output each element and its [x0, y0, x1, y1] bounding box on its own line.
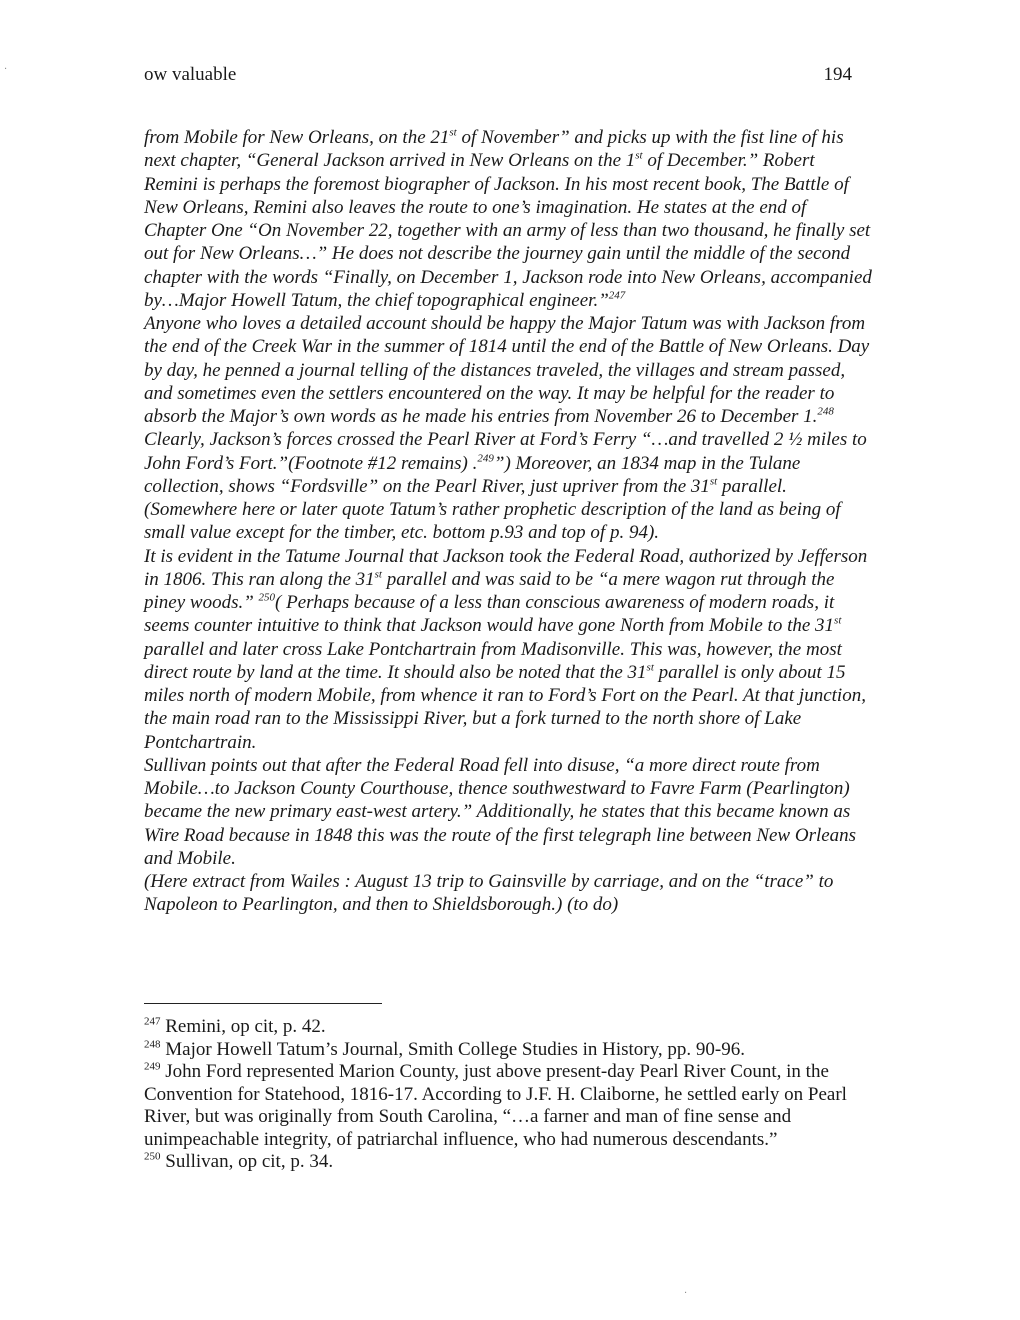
text-run: parallel is only about 15 miles north of modern Mobile, from whence it ran to Ford’s Fort on the Pearl. At that junction, the main road ran to the Mississippi River, but a fork turned to the north shore of Lake Pontchartrain.: [144, 661, 866, 753]
footnote: [144, 1151, 872, 1174]
text-run: ”) Moreover, an 1834 map in the Tulane collection, shows “Fordsville” on the Pearl River, just upriver from the 31: [144, 452, 801, 497]
paragraph: [144, 870, 872, 917]
superscript: st: [374, 568, 382, 581]
text-run: of December.” Robert Remini is perhaps the foremost biographer of Jackson. In his most recent book, The Battle of New Orleans, Remini also leaves the route to one’s imagination. He states at the end of Chapter One “On November 22, together with an army of less than two thousand, he finally set out for New Orleans…” He does not describe the journey gain until the middle of the second chapter with the words “Finally, on December 1, Jackson rode into New Orleans, accompanied by…Major Howell Tatum, the chief topographical engineer.”: [144, 150, 872, 311]
footnotes: [144, 1016, 872, 1174]
text-run: from Mobile for New Orleans, on the 21: [144, 127, 450, 148]
footnote-number: 247: [144, 1015, 161, 1028]
running-header: [144, 62, 852, 88]
footnote-number: 250: [144, 1150, 161, 1163]
superscript: 249: [477, 452, 494, 465]
superscript: st: [449, 126, 457, 139]
page-number: 194: [823, 64, 852, 85]
text-run: Sullivan points out that after the Federal Road fell into disuse, “a more direct route from Mobile…to Jackson County Courthouse, thence southwestward to Favre Farm (Pearlington) became the new primary east-west artery.” Additionally, he states that this became known as Wire Road because in 1848 this was the route of the first telegraph line between New Orleans and Mobile.: [144, 754, 857, 869]
paragraph: [144, 126, 872, 312]
running-title: ow valuable: [144, 64, 237, 85]
footnote: [144, 1061, 872, 1151]
footnote-separator: [144, 1003, 382, 1004]
text-run: parallel and later cross Lake Pontchartrain from Madisonville. This was, however, the most direct route by land at the time. It should also be noted that the 31: [144, 638, 842, 683]
superscript: st: [635, 149, 643, 162]
paragraph: [144, 312, 872, 428]
paragraph: [144, 428, 872, 498]
text-run: parallel.: [717, 475, 787, 497]
footnote: [144, 1039, 872, 1062]
superscript: 247: [608, 289, 626, 302]
text-run: (Here extract from Wailes : August 13 trip to Gainsville by carriage, and on the “trace” to Napoleon to Pearlington, and then to Shieldsborough.) (to do): [144, 871, 834, 916]
text-run: parallel and was said to be “a mere wagon rut through the piney woods.”: [144, 568, 835, 613]
text-run: of November” and picks up with the fist line of his next chapter, “General Jackson arrived in New Orleans on the 1: [144, 127, 844, 172]
superscript: st: [646, 661, 654, 674]
superscript: 250: [258, 591, 276, 604]
text-run: Anyone who loves a detailed account should be happy the Major Tatum was with Jackson from the end of the Creek War in the summer of 1814 until the end of the Battle of New Orleans. Day by day, he penned a journal telling of the distances traveled, the villages and stream passed, and sometimes even the settlers encountered on the way. It may be helpful for the reader to absorb the Major’s own words as he made his entries from November 26 to December 1.: [144, 313, 870, 427]
footnote-text: Sullivan, op cit, p. 34.: [160, 1151, 334, 1172]
superscript: st: [709, 475, 718, 488]
text-run: It is evident in the Tatume Journal that Jackson took the Federal Road, authorized by Jefferson in 1806. This ran along the 31: [144, 545, 868, 590]
footnote-text: Major Howell Tatum’s Journal, Smith College Studies in History, pp. 90-96.: [160, 1038, 745, 1060]
scan-speck: ·: [4, 64, 8, 75]
body-text: [144, 126, 872, 917]
paragraph: [144, 545, 872, 754]
footnote-text: John Ford represented Marion County, just above present-day Pearl River Count, in the Convention for Statehood, 1816-17. According to J.F. H. Claiborne, he settled early on Pearl River, but was originally from South Carolina, “…a farner and man of fine sense and unimpeachable integrity, of patriarchal influence, who had numerous descendants.”: [144, 1061, 847, 1150]
footnote-text: Remini, op cit, p. 42.: [160, 1016, 326, 1037]
text-run: ( Perhaps because of a less than conscious awareness of modern roads, it seems counter intuitive to think that Jackson would have gone North from Mobile to the 31: [144, 592, 835, 637]
paragraph: [144, 754, 872, 870]
text-run: (Somewhere here or later quote Tatum’s rather prophetic description of the land as being of small value except for the timber, etc. bottom p.93 and top of p. 94).: [144, 499, 841, 544]
footnote-number: 248: [144, 1038, 161, 1051]
superscript: st: [834, 614, 842, 627]
superscript: 248: [817, 405, 834, 418]
paragraph: [144, 498, 872, 545]
footnote-number: 249: [144, 1060, 161, 1073]
footnote: [144, 1016, 872, 1039]
scan-speck: ·: [684, 1288, 688, 1299]
text-run: Clearly, Jackson’s forces crossed the Pearl River at Ford’s Ferry “…and travelled 2 ½ miles to John Ford’s Fort.”(Footnote #12 remains) .: [144, 429, 867, 474]
